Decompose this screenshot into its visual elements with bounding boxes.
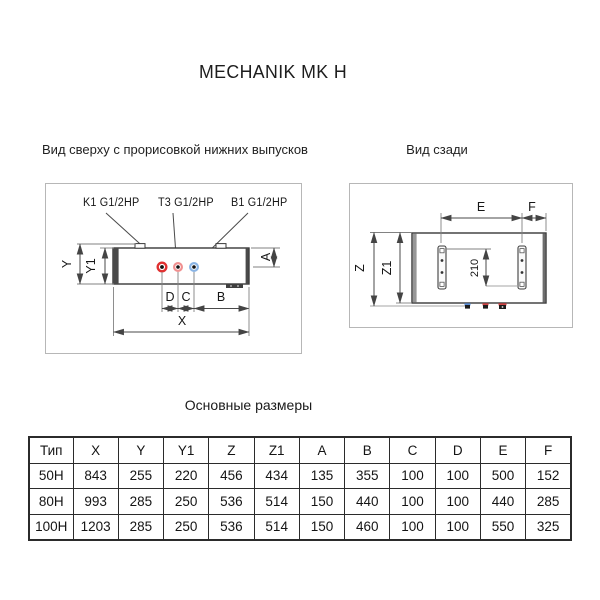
- table-cell: 80H: [29, 489, 73, 515]
- table-header-cell: Y: [118, 437, 163, 463]
- table-cell: 150: [299, 489, 344, 515]
- dim-label-c: C: [181, 290, 191, 304]
- dim-label-210: 210: [469, 258, 481, 277]
- table-header-cell: B: [345, 437, 390, 463]
- table-header-cell: C: [390, 437, 435, 463]
- table-header-cell: D: [435, 437, 480, 463]
- dim-label-y1: Y1: [84, 258, 98, 274]
- table-cell: 100: [390, 489, 435, 515]
- table-cell: 460: [345, 514, 390, 540]
- table-header-cell: A: [299, 437, 344, 463]
- dim-label-d: D: [165, 290, 175, 304]
- rear-view-linework: [350, 184, 572, 327]
- dim-label-z1: Z1: [380, 260, 394, 275]
- table-cell: 250: [164, 514, 209, 540]
- dim-label-x: X: [177, 314, 187, 328]
- table-cell: 285: [526, 489, 571, 515]
- table-cell: 440: [480, 489, 525, 515]
- table-cell: 355: [345, 463, 390, 489]
- table-cell: 152: [526, 463, 571, 489]
- table-cell: 1203: [73, 514, 118, 540]
- table-title: Основные размеры: [184, 397, 313, 413]
- dim-label-e: E: [476, 200, 486, 214]
- table-cell: 325: [526, 514, 571, 540]
- table-cell: 100: [390, 514, 435, 540]
- dim-label-f: F: [528, 200, 536, 214]
- dim-label-a: A: [259, 252, 273, 262]
- table-header-cell: Тип: [29, 437, 73, 463]
- top-view-drawing: [45, 183, 302, 354]
- rear-view-caption: Вид сзади: [406, 142, 468, 157]
- table-header-cell: F: [526, 437, 571, 463]
- table-cell: 456: [209, 463, 254, 489]
- bottom-outlet-block: [226, 284, 243, 288]
- table-cell: 255: [118, 463, 163, 489]
- table-cell: 100H: [29, 514, 73, 540]
- table-header-cell: Y1: [164, 437, 209, 463]
- table-header-cell: E: [480, 437, 525, 463]
- table-cell: 843: [73, 463, 118, 489]
- table-row: [29, 514, 571, 540]
- table-cell: 285: [118, 489, 163, 515]
- rear-view-drawing: [349, 183, 573, 328]
- table-cell: 220: [164, 463, 209, 489]
- table-cell: 500: [480, 463, 525, 489]
- table-cell: 550: [480, 514, 525, 540]
- table-cell: 434: [254, 463, 299, 489]
- table-row: [29, 463, 571, 489]
- dimensions-table: [28, 436, 572, 541]
- table-cell: 440: [345, 489, 390, 515]
- table-cell: 536: [209, 514, 254, 540]
- port-label-k1: K1 G1/2HP: [83, 197, 140, 209]
- table-cell: 100: [435, 489, 480, 515]
- table-cell: 285: [118, 514, 163, 540]
- table-cell: 536: [209, 489, 254, 515]
- dim-label-y: Y: [60, 259, 74, 269]
- table-cell: 514: [254, 514, 299, 540]
- table-header-cell: Z1: [254, 437, 299, 463]
- table-cell: 100: [435, 514, 480, 540]
- port-label-t3: T3 G1/2HP: [158, 197, 214, 209]
- table-header-cell: X: [73, 437, 118, 463]
- top-view-caption: Вид сверху с прорисовкой нижних выпусков: [42, 142, 308, 157]
- table-header-cell: Z: [209, 437, 254, 463]
- table-cell: 250: [164, 489, 209, 515]
- table-header-row: [29, 437, 571, 463]
- rear-outlet-stubs: [465, 303, 507, 309]
- k1-port-marker: [158, 263, 167, 272]
- mount-tab-right: [216, 244, 226, 249]
- table-cell: 135: [299, 463, 344, 489]
- mount-tab-left: [135, 244, 145, 249]
- table-cell: 150: [299, 514, 344, 540]
- dim-label-b: B: [216, 290, 226, 304]
- t3-port-marker: [174, 263, 182, 271]
- table-row: [29, 489, 571, 515]
- mounting-bracket-left: [438, 246, 446, 289]
- b1-port-marker: [190, 263, 198, 271]
- port-label-b1: B1 G1/2HP: [231, 197, 288, 209]
- dim-label-z: Z: [353, 264, 367, 272]
- table-body: [29, 463, 571, 540]
- table-cell: 100: [390, 463, 435, 489]
- table-cell: 993: [73, 489, 118, 515]
- page-title: MECHANIK MK H: [198, 61, 348, 82]
- table-cell: 514: [254, 489, 299, 515]
- table-cell: 100: [435, 463, 480, 489]
- mounting-bracket-right: [518, 246, 526, 289]
- table-cell: 50H: [29, 463, 73, 489]
